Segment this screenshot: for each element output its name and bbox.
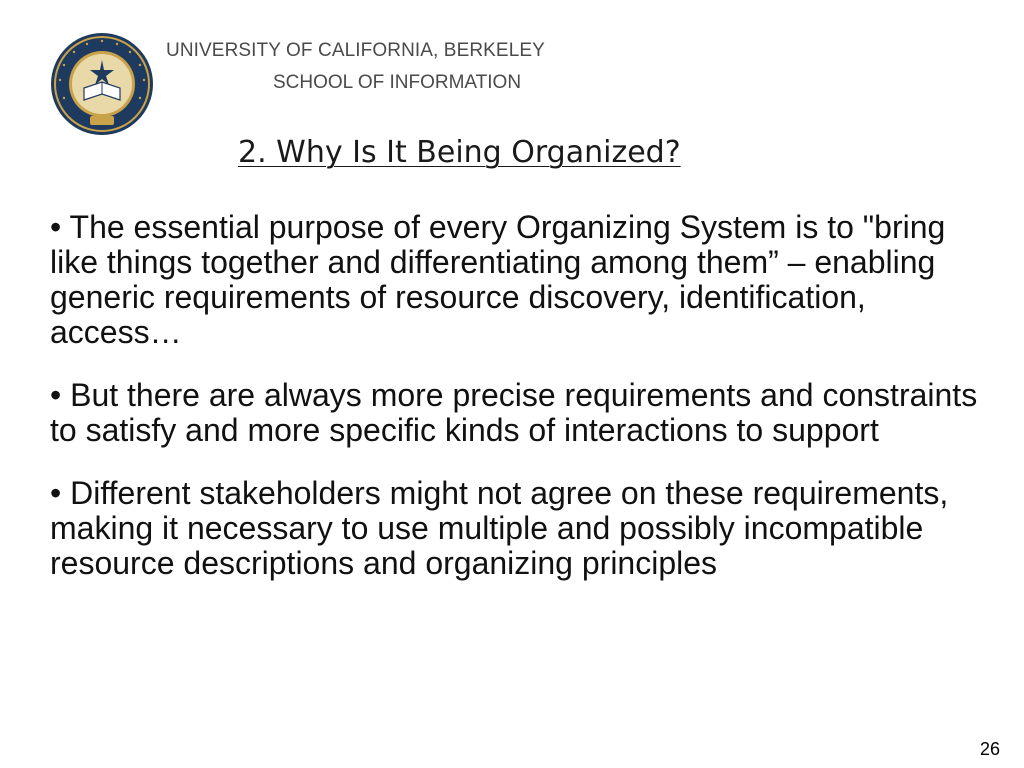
school-name: SCHOOL OF INFORMATION xyxy=(273,72,522,93)
page-number: 26 xyxy=(979,739,1000,759)
slide-title: 2. Why Is It Being Organized? xyxy=(238,135,681,170)
bullet-item: • The essential purpose of every Organizing System is to "bring like things together and differentiating among them” – enabling generic requirements of resource discovery, identification, access… xyxy=(50,209,946,350)
bullet-item: • Different stakeholders might not agree on these requirements, making it necessary to use multiple and possibly incompatible resource descriptions and organizing principles xyxy=(50,475,949,581)
bullet-list xyxy=(50,210,990,609)
university-name: UNIVERSITY OF CALIFORNIA, BERKELEY xyxy=(166,40,545,61)
bullet-item: • But there are always more precise requirements and constraints to satisfy and more specific kinds of interactions to support xyxy=(50,377,978,448)
university-seal-logo xyxy=(50,32,154,136)
